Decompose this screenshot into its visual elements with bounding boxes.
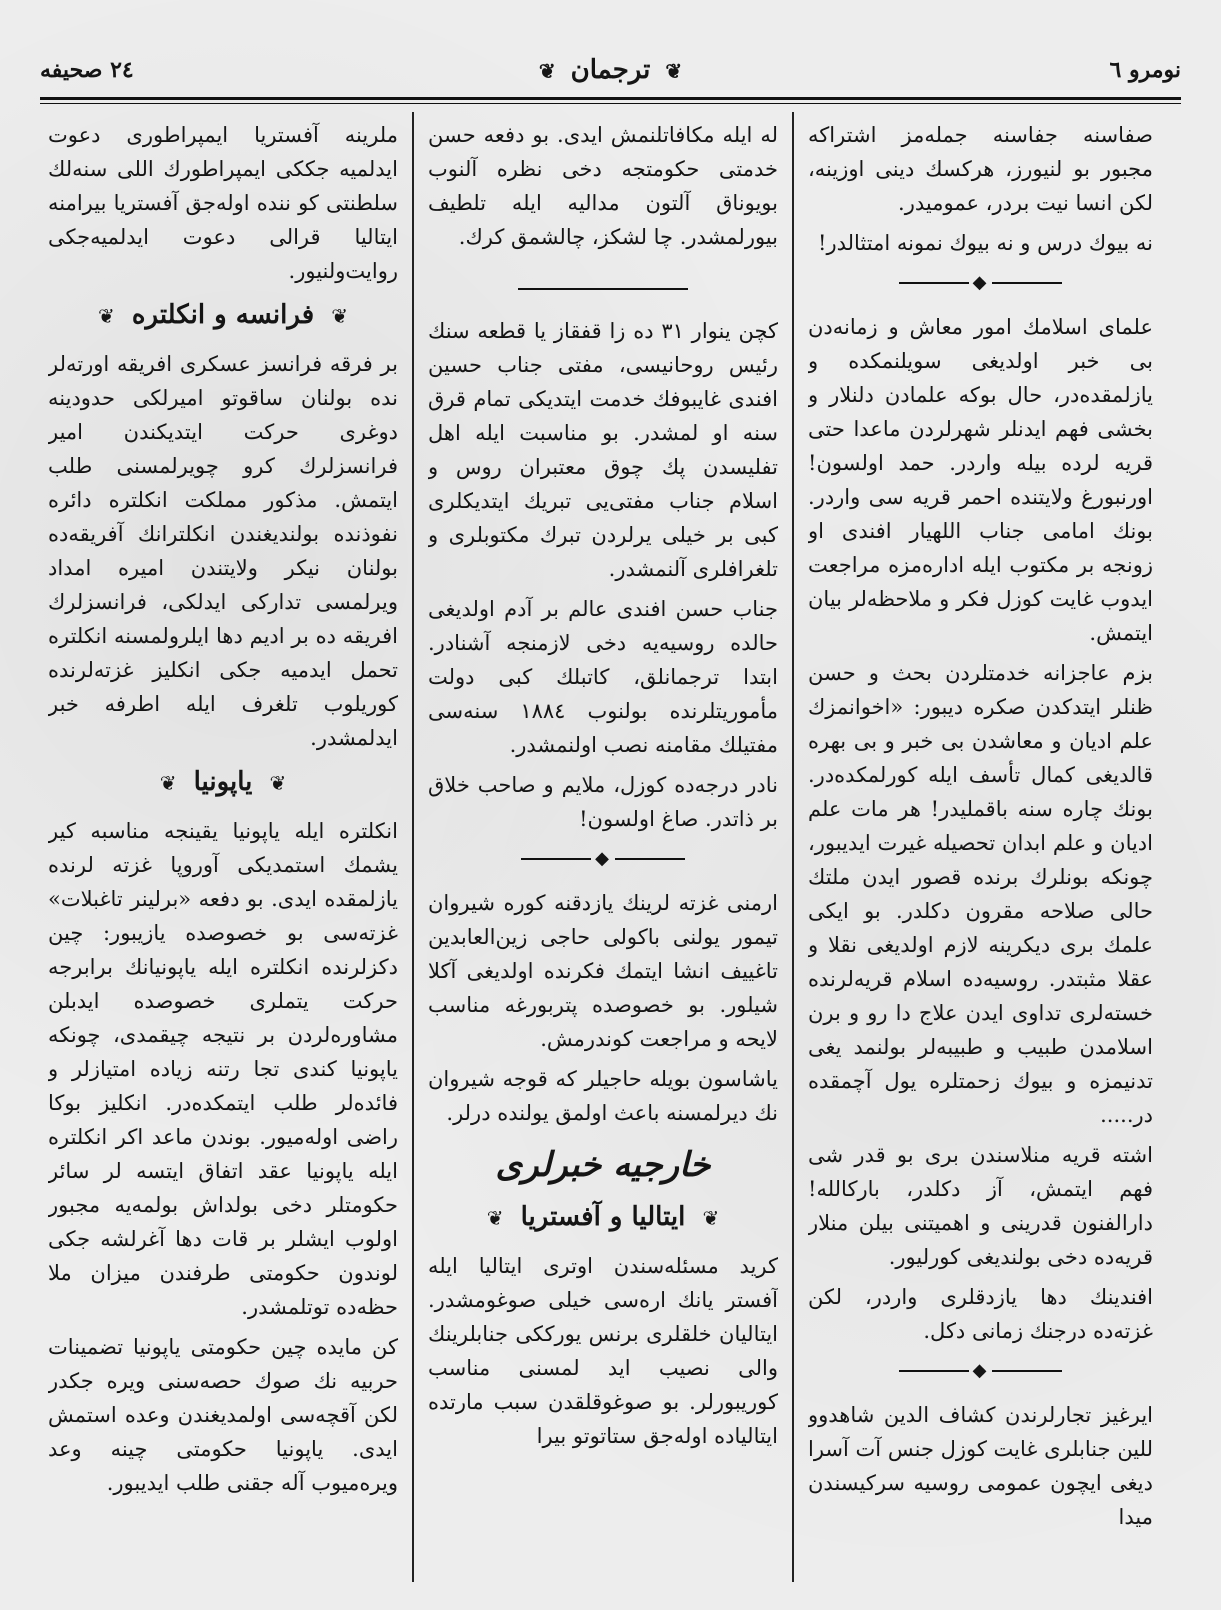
- column-divider: [792, 112, 794, 1582]
- right-column: [808, 118, 1153, 1598]
- middle-column: [428, 118, 778, 1598]
- section-title: فرانسه و انكلتره: [131, 300, 315, 330]
- paragraph: له ايله مكافاتلنمش ايدى. بو دفعه حسن خدمتى حكومتجه دخى نظره آلنوب بويوناق آلتون مداليه ايله تلطيف بيورلمشدر. چا لشكز، چالشمق كرك.: [428, 123, 778, 249]
- paragraph: اشته قريه منلاسندن برى بو قدر شى فهم ايتمش، آز دكلدر، باركالله! دارالفنون قدرينى و اهميتنى بيلن منلار قريه‌ده دخى بولنديغى كورليور.: [808, 1143, 1153, 1269]
- flourish-icon: ❦: [159, 771, 177, 795]
- short-rule: [428, 266, 778, 300]
- separator: [808, 266, 1153, 300]
- paragraph: بر فرقه فرانسز عسكرى افريقه اورته‌لر نده بولنان ساقوتو اميرلكى حدودينه دوغرى حركت ايتديكندن امير فرانسزلرك كرو چويرلمسنى طلب ايتمش. مذكور مملكت انكلتره دائره نفوذنده بولنديغندن انكلترانك آفريقه‌ده بولنان نيكر ولايتندن اميره امداد ويرلمسى تداركى ايدلكى، فرانسزلرك افريقه ده بر اديم دها ايلرولمسنه انكلتره تحمل ايدميه جكى انكليز غزته‌لرنده كوريلوب تلغرف ايله اطرفه خبر ايدلمشدر.: [48, 352, 398, 750]
- paragraph: كريد مسئله‌سندن اوترى ايتاليا ايله آفستر يانك اره‌سى خيلى صوغومشدر. ايتاليان خلقلرى برنس يورككى جنابلرينك والى نصيب ايد لمسنى مناسب كوريبورلر. بو صوغوقلقدن سبب مارتده ايتالياده اوله‌جق ستاتوتو بيرا: [428, 1254, 778, 1448]
- flourish-icon: ❦: [98, 304, 115, 328]
- header-rule-thin: [40, 103, 1181, 104]
- masthead: [533, 55, 688, 85]
- separator: [428, 842, 778, 876]
- left-column: [48, 118, 398, 1598]
- section-heading: [48, 298, 398, 333]
- flourish-icon: ❦: [702, 1206, 720, 1230]
- paragraph: ايرغيز تجارلرندن كشاف الدين شاهدوو للين جنابلرى غايت كوزل جنس آت آسرا ديغى ايچون عمومى روسيه سركيسندن ميدا: [808, 1403, 1153, 1529]
- paragraph: نه بيوك درس و نه بيوك نمونه امتثالدر!: [818, 231, 1153, 255]
- page-number: ۲٤ صحيفه: [40, 57, 134, 83]
- paragraph: علماى اسلامك امور معاش و زمانه‌دن بى خبر اولديغى سويلنمكده و يازلمقده‌در، حال بوكه علمادن دلنلار و بخشى فهم ايدنلر شهرلردن ماعدا حتى قريه لرده بيله واردر. حمد اولسون! اورنبورغ ولايتنده احمر قريه سى واردر. بونك امامى جناب اللهيار افندى او زونجه بر مكتوب ايله اداره‌مزه مراجعت ايدوب غايت كوزل فكر و ملاحظه‌لر بيان ايتمش.: [808, 315, 1153, 645]
- flourish-icon: ❦: [269, 771, 287, 795]
- paragraph: كن مايده چين حكومتى ياپونيا تضمينات حربيه نك صوك حصه‌سنى ويره جكدر لكن آقچه‌سى اولمديغندن وعده استمش ايدى. ياپونيا حكومتى چينه وعد ويره‌ميوب آله جقنى طلب ايديبور.: [48, 1335, 398, 1495]
- paragraph: ملرينه آفستريا ايمپراطورى دعوت ايدلميه جككى ايمپراطورك اللى سنه‌لك سلطنتى كو ننده اوله‌جق آفستريا بيرامنه ايتاليا قرالى دعوت ايدلميه‌جكى روايت‌ولنيور.: [48, 123, 398, 283]
- separator: [808, 1354, 1153, 1388]
- paragraph: انكلتره ايله ياپونيا يقينجه مناسبه كير يشمك استمديكى آوروپا غزته لرنده يازلمقده ايدى. بو دفعه «برلينر تاغبلات» غزته‌سى بو خصوصده يازيبور: چين دكزلرنده انكلتره ايله ياپونيانك برابرجه حركت يتملرى خصوصده ايدبلن مشاوره‌لردن بر نتيجه چيقمدى، چونكه ياپونيا كندى تجا رتنه زياده امتيازلر و فائده‌لر طلب ايتمكده‌در. انكليز بوكا راضى اوله‌ميور. بوندن ماعد اكر انكلتره ايله ياپونيا عقد اتفاق ايتسه لر سائر حكومتلر دخى بولداش بولمه‌يه مجبور اولوب ايشلر بر قات دها آغرلشه جكى لوندون حكومتى طرفندن ميزان ملا حظه‌ده توتلمشدر.: [48, 819, 398, 1319]
- section-heading: [428, 1200, 778, 1235]
- diamond-icon: ◆: [595, 848, 611, 869]
- paragraph: ارمنى غزته لرينك يازدقنه كوره شيروان تيمور يولنى باكولى حاجى زين‌العابدين تاغييف انشا ايتمك فكرنده اولديغى آكلا شيلور. بو خصوصده پتربورغه مناسب لايحه و مراجعت كوندرمش.: [428, 891, 778, 1051]
- diamond-icon: ◆: [972, 272, 989, 293]
- section-heading-foreign-news: خارجيه خبرلرى: [495, 1145, 711, 1185]
- issue-number: نومرو ٦: [1109, 57, 1181, 83]
- flourish-icon: ❦: [538, 59, 556, 83]
- section-title: ياپونيا: [193, 767, 253, 797]
- paragraph: ياشاسون بويله حاجيلر كه قوجه شيروان نك ديرلمسنه باعث اولمق يولنده درلر.: [428, 1067, 778, 1125]
- paragraph: نادر درجه‌ده كوزل، ملايم و صاحب خلاق بر ذاتدر. صاغ اولسون!: [428, 773, 778, 831]
- header-rule: [40, 97, 1181, 100]
- paragraph: افندينك دها يازدقلرى واردر، لكن غزته‌ده درجنك زمانى دكل.: [808, 1285, 1153, 1343]
- paragraph: جناب حسن افندى عالم بر آدم اولديغى حالده روسيه‌يه دخى لازمنجه آشنادر. ابتدا ترجمانلق، كاتبلك كبى دولت مأموريتلرنده بولنوب ١٨٨٤ سنه‌سى مفتيلك مقامنه نصب اولنمشدر.: [428, 597, 778, 757]
- paragraph: صفاسنه جفاسنه جمله‌مز اشتراكه مجبور بو لنيورز، هركسك دينى اوزينه، لكن انسا نيت بردر، عموميدر.: [808, 123, 1153, 215]
- flourish-icon: ❦: [331, 304, 348, 328]
- flourish-icon: ❦: [665, 59, 683, 83]
- section-heading: [48, 765, 398, 800]
- flourish-icon: ❦: [486, 1206, 504, 1230]
- paragraph: بزم عاجزانه خدمتلردن بحث و حسن ظنلر ايتدكدن صكره ديبور: «اخوانمزك علم اديان و معاشدن بى خبر و بى بهره قالديغى كمال تأسف ايله كورلمكده‌در. بونك چاره سنه باقمليدر! هر مات علم اديان و علم ابدان تحصيله غيرت ايديبور، چونكه بونلرك برنده قصور ايدن ملتك حالى صلاحه مقرون دكلدر. بو ايكى علمك برى ديكرينه لازم اولديغى نقلا و عقلا مثبتدر. روسيه‌ده اسلام قريه‌لرنده خسته‌لرى تداوى ايدن علاج دا رو و برن اسلامدن طبيب و طبيبه‌لر بولنمد يغى تدنيمزه و بيوك زحمتلره يول آچمقده در.....: [808, 661, 1153, 1127]
- newspaper-title: ترجمان: [570, 55, 651, 85]
- diamond-icon: ◆: [972, 1360, 989, 1381]
- column-divider: [412, 112, 414, 1582]
- paragraph: كچن ينوار ٣١ ده زا قفقاز يا قطعه سنك رئيس روحانيسى، مفتى جناب حسين افندى غايبوفك خدمت ايتديكى تمام قرق سنه او لمشدر. بو مناسبت ايله اهل تفليسدن پك چوق معتبران روس و اسلام جناب مفتى‌يى تبريك ايتديكلرى كبى بر خيلى يرلردن تبرك مكتوبلرى و تلغرافلرى آلنمشدر.: [428, 319, 778, 581]
- section-title: ايتاليا و آفستريا: [520, 1202, 686, 1232]
